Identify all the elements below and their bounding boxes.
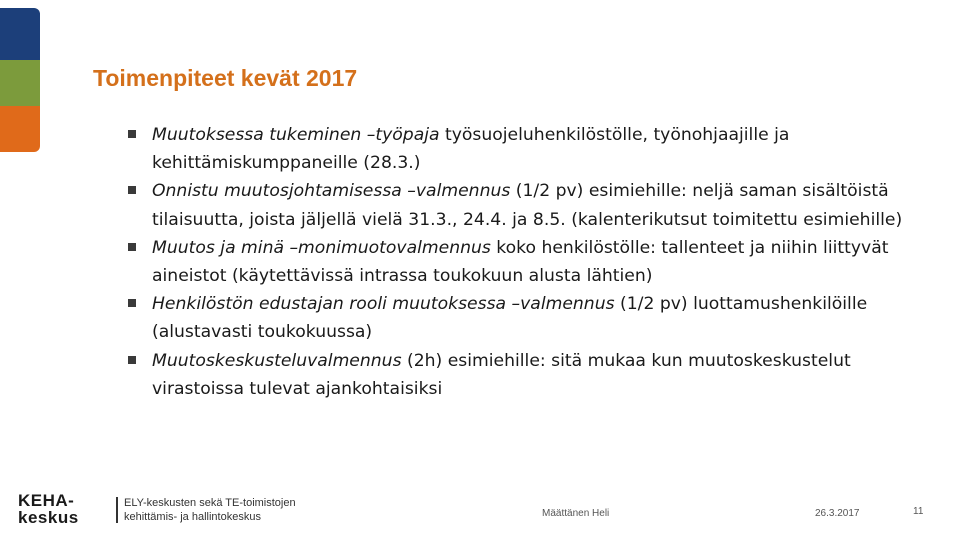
- bullet-square-icon: [128, 186, 136, 194]
- logo-word-bottom: keskus: [18, 508, 79, 527]
- page-number: 11: [913, 506, 924, 517]
- bullet-text: koko henkilöstölle: tallenteet ja niihin liittyvät aineistot (käytettävissä intrassa toukokuun alusta lähtien): [152, 237, 889, 287]
- bullet-emphasis: Onnistu muutosjohtamisessa –valmennus: [152, 181, 511, 202]
- bullet-text: työsuojeluhenkilöstölle, työnohjaajille ja kehittämiskumppaneille (28.3.): [152, 125, 790, 174]
- bullet-emphasis: Muutoskeskusteluvalmennus: [152, 350, 402, 371]
- accent-bar-green: [0, 60, 40, 106]
- bullet-emphasis: Henkilöstön edustajan rooli muutoksessa –valmennus: [152, 294, 615, 315]
- bullet-square-icon: [128, 243, 136, 251]
- bullet-square-icon: [128, 299, 136, 307]
- bullet-item: [128, 290, 928, 346]
- bullet-item: [128, 177, 928, 233]
- bullet-item: [128, 347, 928, 403]
- logo-divider: [116, 497, 118, 523]
- bullet-item: [128, 121, 928, 177]
- bullet-emphasis: Muutos ja minä –monimuotovalmennus: [152, 237, 491, 258]
- footer-author: Määttänen Heli: [542, 508, 610, 519]
- bullet-text: (1/2 pv) esimiehille: neljä saman sisältöistä tilaisuutta, joista jäljellä vielä 31.3., 24.4. ja 8.5. (kalenterikutsut toimitettu esimiehille): [152, 181, 903, 230]
- bullet-item: [128, 234, 928, 290]
- bullet-text: (2h) esimiehille: sitä mukaa kun muutoskeskustelut virastoissa tulevat ajankohtaisiksi: [152, 350, 851, 399]
- logo-subtitle-line2: kehittämis- ja hallintokeskus: [124, 511, 261, 523]
- logo-subtitle-line1: ELY-keskusten sekä TE-toimistojen: [124, 497, 296, 509]
- slide-title: Toimenpiteet kevät 2017: [93, 65, 358, 91]
- bullet-square-icon: [128, 356, 136, 364]
- bullet-emphasis: Muutoksessa tukeminen –työpaja: [152, 125, 440, 145]
- bullet-square-icon: [128, 130, 136, 138]
- bullet-text: (1/2 pv) luottamushenkilöille (alustavasti toukokuussa): [152, 294, 868, 343]
- accent-bar-blue: [0, 8, 40, 60]
- footer-date: 26.3.2017: [815, 508, 860, 519]
- logo-word-top: KEHA-: [18, 491, 75, 510]
- bullet-list: [128, 121, 928, 403]
- accent-bar-orange: [0, 106, 40, 152]
